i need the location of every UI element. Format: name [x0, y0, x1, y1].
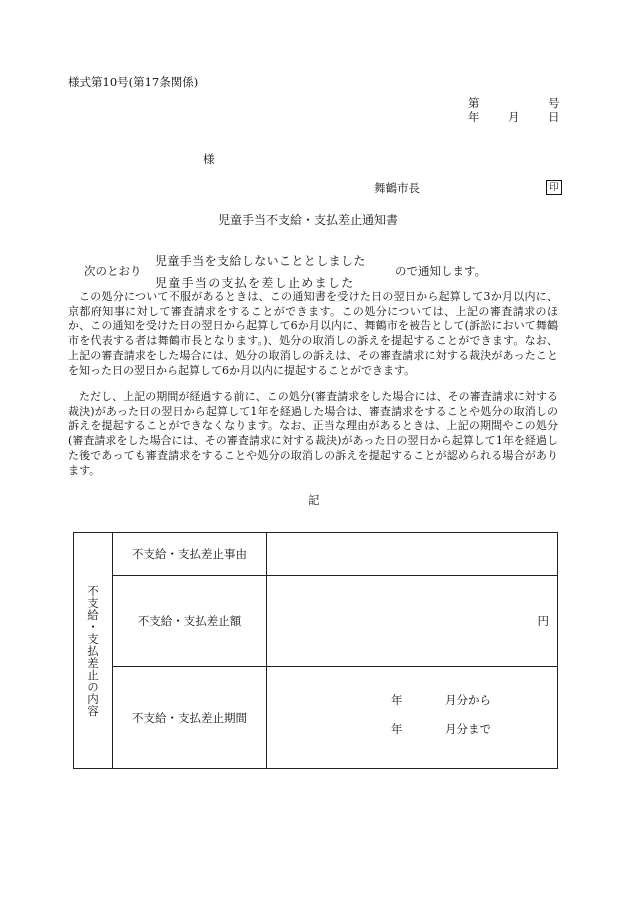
document-number-suffix: 号: [548, 96, 560, 110]
yen-unit: 円: [537, 614, 549, 628]
table-row-reason: [74, 533, 558, 576]
notice-option-payment-stopped: 児童手当の支払を差し止めました: [155, 276, 355, 290]
section-label-cell: [74, 533, 113, 769]
issuer: 舞鶴市長: [374, 181, 420, 195]
form-label: 様式第10号(第17条関係): [68, 75, 199, 89]
addressee-honorific: 様: [203, 152, 215, 166]
period-label: 不支給・支払差止期間: [113, 667, 267, 769]
appeal-paragraph-2: ただし、上記の期間が経過する前に、この処分(審査請求をした場合には、その審査請求に対する裁決)があった日の翌日から起算して1年を経過した場合は、審査請求をすることや処分の取消しの訴えを提起することができなくなります。なお、正当な理由があるときは、上記の期間やこの処分(審査請求をした場合には、その審査請求に対する裁決)があった日の翌日から起算して1年を経過した後であっても審査請求をすることや処分の取消しの訴えを提起することが認められる場合があります。: [68, 390, 558, 477]
period-to-year: 年: [391, 721, 403, 736]
notice-option-not-paid: 児童手当を支給しないこととしました: [155, 254, 366, 268]
section-label: 不支給・支払差止の内容: [86, 584, 100, 717]
period-value: [267, 667, 558, 769]
period-from-year: 年: [391, 692, 403, 707]
ki-heading: 記: [308, 493, 320, 507]
date-day: 日: [548, 110, 560, 124]
document-number-prefix: 第: [468, 96, 480, 110]
document-title: 児童手当不支給・支払差止通知書: [218, 213, 399, 227]
amount-label: 不支給・支払差止額: [113, 576, 267, 667]
date-month: 月: [508, 110, 520, 124]
reason-value: [267, 533, 558, 576]
seal-mark: 印: [546, 180, 562, 195]
reason-label: 不支給・支払差止事由: [113, 533, 267, 576]
table-row-period: [74, 667, 558, 769]
notice-suffix: ので通知します。: [395, 264, 487, 278]
notice-prefix: 次のとおり: [84, 264, 142, 278]
details-table: [73, 532, 558, 769]
date-year: 年: [468, 110, 480, 124]
period-to-month: 月分まで: [445, 721, 491, 736]
table-row-amount: [74, 576, 558, 667]
period-from-month: 月分から: [445, 692, 491, 707]
amount-value: [267, 576, 558, 667]
appeal-paragraph-1: この処分について不服があるときは、この通知書を受けた日の翌日から起算して3か月以内に、京都府知事に対して審査請求をすることができます。この処分については、上記の審査請求のほか、この通知を受けた日の翌日から起算して6か月以内に、舞鶴市を被告として(訴訟において舞鶴市を代表する者は舞鶴市長となります。)、処分の取消しの訴えを提起することができます。なお、上記の審査請求をした場合には、処分の取消しの訴えは、その審査請求に対する裁決があったことを知った日の翌日から起算して6か月以内に提起することができます。: [68, 290, 558, 377]
